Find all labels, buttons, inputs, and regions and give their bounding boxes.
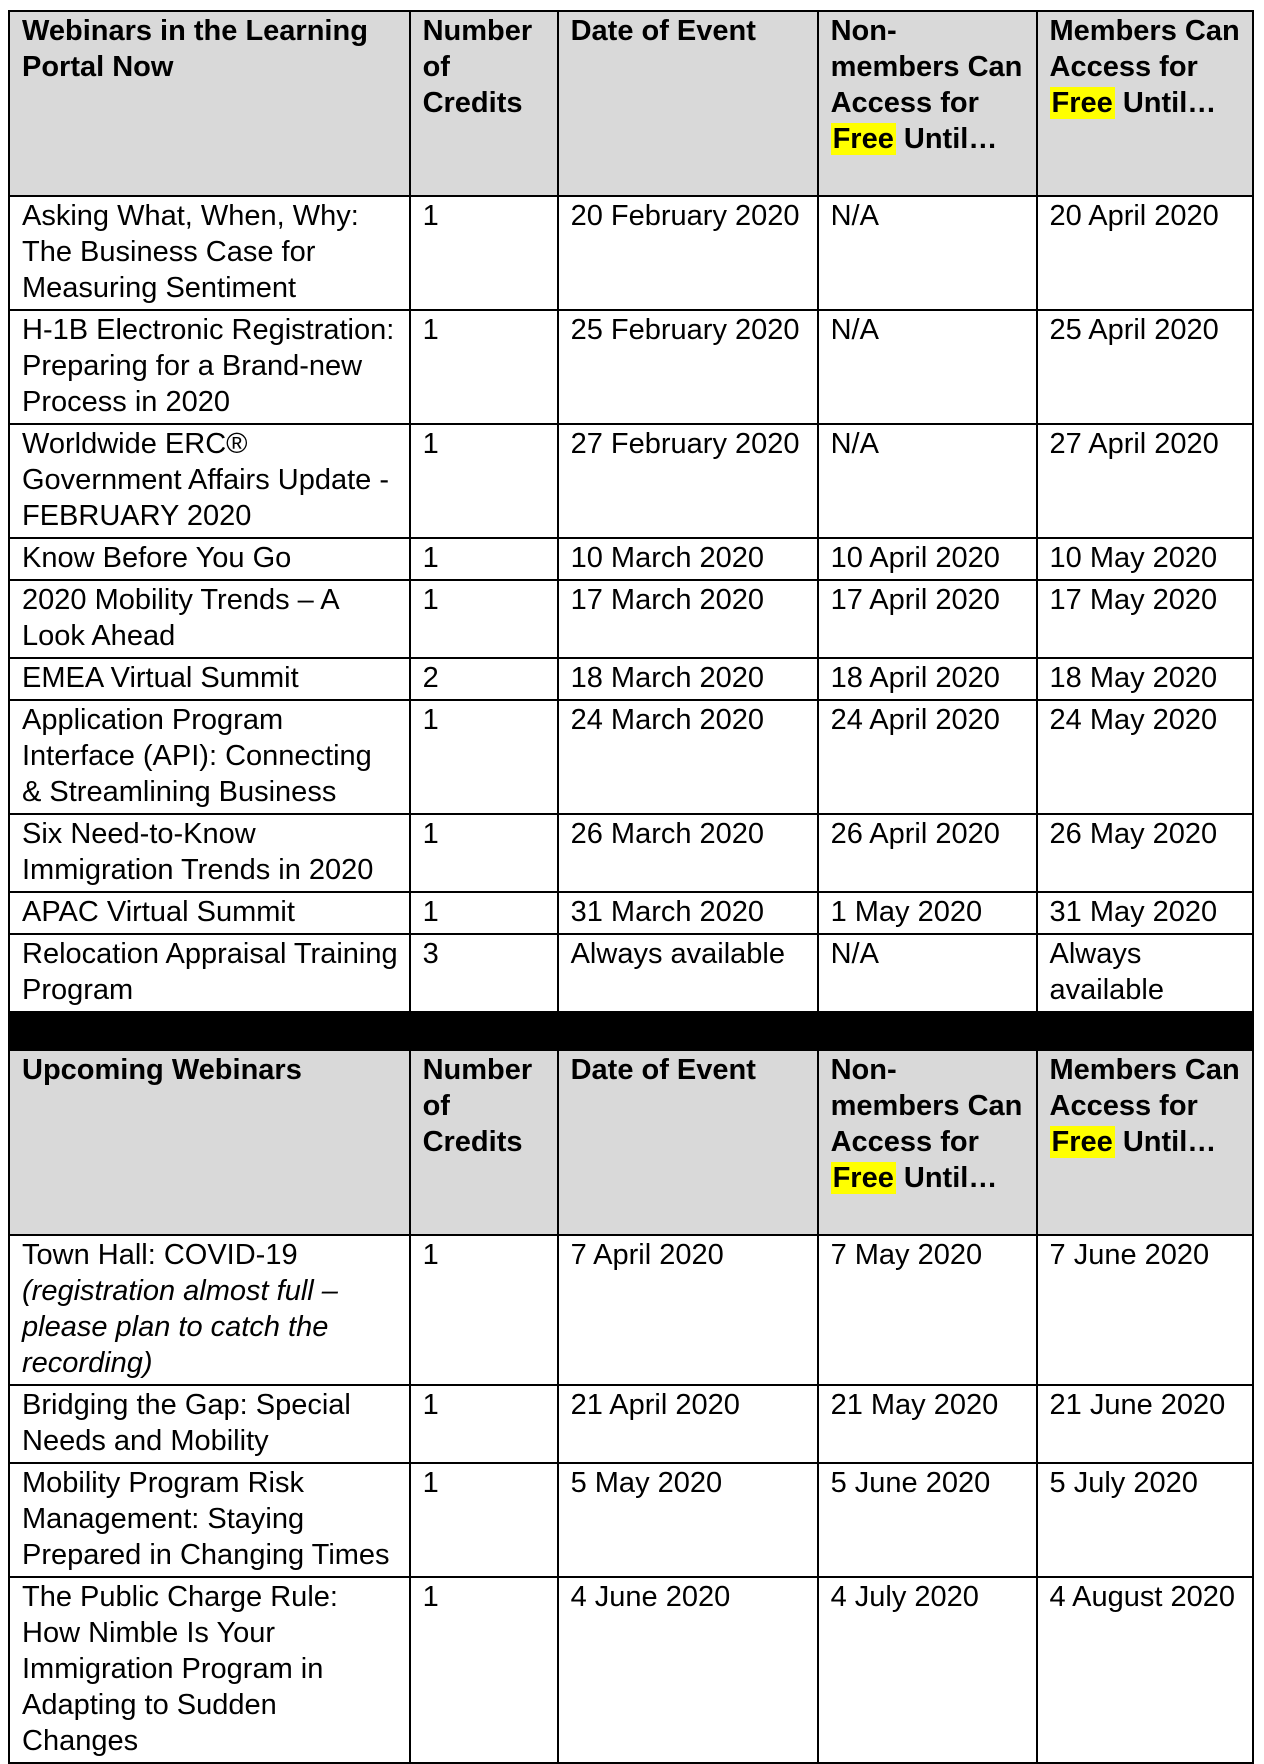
cell-text: 31 May 2020 xyxy=(1049,896,1218,928)
table-row xyxy=(9,700,1253,814)
cell-text: 4 August 2020 xyxy=(1049,1581,1235,1613)
cell-text: Town Hall: COVID-19 xyxy=(22,1239,298,1271)
cell-text: 3 xyxy=(422,938,439,970)
cell-text: 20 February 2020 xyxy=(570,200,800,232)
cell-text: Number of Credits xyxy=(422,15,533,119)
cell-text: 17 March 2020 xyxy=(570,584,765,616)
cell-text: Know Before You Go xyxy=(22,542,292,574)
nonmember-free-until-cell xyxy=(818,424,1037,538)
cell-text: 20 April 2020 xyxy=(1049,200,1219,232)
member-free-until-cell xyxy=(1037,1385,1253,1463)
table-row xyxy=(9,1235,1253,1385)
header-title xyxy=(9,11,410,196)
cell-text: APAC Virtual Summit xyxy=(22,896,295,928)
cell-text: N/A xyxy=(830,200,879,232)
nonmember-free-until-cell xyxy=(818,1385,1037,1463)
member-free-until-cell xyxy=(1037,580,1253,658)
credits-cell xyxy=(410,814,558,892)
header-row xyxy=(9,1050,1253,1235)
cell-text: 25 February 2020 xyxy=(570,314,800,346)
cell-text: 18 May 2020 xyxy=(1049,662,1218,694)
cell-text: 1 xyxy=(422,1239,439,1271)
cell-text: 5 May 2020 xyxy=(570,1467,723,1499)
nonmember-free-until-cell xyxy=(818,658,1037,700)
webinar-title-cell xyxy=(9,196,410,310)
webinars-current-table xyxy=(8,10,1254,1013)
cell-text: 21 April 2020 xyxy=(570,1389,740,1421)
header-row xyxy=(9,11,1253,196)
cell-text: Six Need-to-Know Immigration Trends in 2020 xyxy=(22,818,374,886)
nonmember-free-until-cell xyxy=(818,310,1037,424)
cell-text: Number of Credits xyxy=(422,1054,533,1158)
webinar-title-cell xyxy=(9,1577,410,1763)
event-date-cell xyxy=(558,814,818,892)
header-nonmembers-free-until xyxy=(818,1050,1037,1235)
cell-text: Until… xyxy=(895,1162,998,1194)
cell-text: 21 June 2020 xyxy=(1049,1389,1226,1421)
cell-text: 1 xyxy=(422,896,439,928)
cell-text: 10 March 2020 xyxy=(570,542,765,574)
member-free-until-cell xyxy=(1037,310,1253,424)
credits-cell xyxy=(410,1463,558,1577)
cell-text: Worldwide ERC® Government Affairs Update - FEBRUARY 2020 xyxy=(22,428,389,532)
cell-text: 7 April 2020 xyxy=(570,1239,724,1271)
webinar-title-cell xyxy=(9,580,410,658)
cell-text: 1 xyxy=(422,314,439,346)
webinar-title-cell xyxy=(9,424,410,538)
nonmember-free-until-cell xyxy=(818,700,1037,814)
credits-cell xyxy=(410,538,558,580)
cell-text: 10 May 2020 xyxy=(1049,542,1218,574)
cell-text: 4 June 2020 xyxy=(570,1581,731,1613)
webinar-title-cell xyxy=(9,892,410,934)
cell-text: 2020 Mobility Trends – A Look Ahead xyxy=(22,584,338,652)
free-highlight: Free xyxy=(832,123,894,155)
cell-text: N/A xyxy=(830,938,879,970)
free-highlight: Free xyxy=(1051,1126,1113,1158)
header-nonmembers-free-until xyxy=(818,11,1037,196)
cell-text: Until… xyxy=(1114,1126,1217,1158)
cell-text: Non-members Can Access for xyxy=(830,15,1023,119)
credits-cell xyxy=(410,934,558,1012)
header-members-free-until xyxy=(1037,11,1253,196)
cell-text: Asking What, When, Why: The Business Case for Measuring Sentiment xyxy=(22,200,359,304)
table-row xyxy=(9,1463,1253,1577)
webinar-title-cell xyxy=(9,814,410,892)
cell-text: Until… xyxy=(1114,87,1217,119)
cell-text: Members Can Access for xyxy=(1049,1054,1240,1122)
event-date-cell xyxy=(558,538,818,580)
nonmember-free-until-cell xyxy=(818,934,1037,1012)
table-row xyxy=(9,892,1253,934)
webinar-schedule-document xyxy=(8,10,1254,1764)
nonmember-free-until-cell xyxy=(818,1463,1037,1577)
cell-text: Non-members Can Access for xyxy=(830,1054,1023,1158)
cell-text: Upcoming Webinars xyxy=(22,1054,302,1086)
cell-text: Always available xyxy=(570,938,785,970)
event-date-cell xyxy=(558,1577,818,1763)
credits-cell xyxy=(410,580,558,658)
cell-text: 5 June 2020 xyxy=(830,1467,991,1499)
event-date-cell xyxy=(558,580,818,658)
cell-text: 1 xyxy=(422,584,439,616)
cell-text: Webinars in the Learning Portal Now xyxy=(22,15,368,83)
cell-text: 27 April 2020 xyxy=(1049,428,1219,460)
header-credits xyxy=(410,1050,558,1235)
credits-cell xyxy=(410,1235,558,1385)
cell-text: 1 May 2020 xyxy=(830,896,983,928)
table-row xyxy=(9,1577,1253,1763)
cell-text: 1 xyxy=(422,542,439,574)
table-row xyxy=(9,196,1253,310)
credits-cell xyxy=(410,658,558,700)
credits-cell xyxy=(410,196,558,310)
event-date-cell xyxy=(558,892,818,934)
cell-text: Always available xyxy=(1049,938,1164,1006)
cell-text: N/A xyxy=(830,428,879,460)
member-free-until-cell xyxy=(1037,1463,1253,1577)
cell-text: 5 July 2020 xyxy=(1049,1467,1198,1499)
member-free-until-cell xyxy=(1037,658,1253,700)
cell-text: Date of Event xyxy=(570,15,756,47)
webinar-title-cell xyxy=(9,700,410,814)
header-members-free-until xyxy=(1037,1050,1253,1235)
member-free-until-cell xyxy=(1037,814,1253,892)
nonmember-free-until-cell xyxy=(818,1577,1037,1763)
cell-text: 1 xyxy=(422,1389,439,1421)
cell-text: 2 xyxy=(422,662,439,694)
free-highlight: Free xyxy=(832,1162,894,1194)
table-separator-bar xyxy=(8,1013,1254,1049)
cell-text: 17 April 2020 xyxy=(830,584,1000,616)
table-row xyxy=(9,814,1253,892)
event-date-cell xyxy=(558,424,818,538)
member-free-until-cell xyxy=(1037,424,1253,538)
cell-text: 1 xyxy=(422,1581,439,1613)
event-date-cell xyxy=(558,1235,818,1385)
cell-text: 10 April 2020 xyxy=(830,542,1000,574)
cell-text: Relocation Appraisal Training Program xyxy=(22,938,398,1006)
nonmember-free-until-cell xyxy=(818,538,1037,580)
cell-text: 26 April 2020 xyxy=(830,818,1000,850)
credits-cell xyxy=(410,424,558,538)
webinar-title-cell xyxy=(9,1385,410,1463)
webinar-title-cell xyxy=(9,934,410,1012)
webinars-upcoming-table xyxy=(8,1049,1254,1764)
cell-text: 1 xyxy=(422,818,439,850)
cell-text: H-1B Electronic Registration: Preparing for a Brand-new Process in 2020 xyxy=(22,314,395,418)
webinar-title-cell xyxy=(9,1463,410,1577)
cell-text: EMEA Virtual Summit xyxy=(22,662,299,694)
event-date-cell xyxy=(558,1463,818,1577)
table-row xyxy=(9,934,1253,1012)
credits-cell xyxy=(410,1385,558,1463)
cell-text: N/A xyxy=(830,314,879,346)
cell-text: 7 May 2020 xyxy=(830,1239,983,1271)
nonmember-free-until-cell xyxy=(818,196,1037,310)
cell-text: 25 April 2020 xyxy=(1049,314,1219,346)
header-date-of-event xyxy=(558,1050,818,1235)
member-free-until-cell xyxy=(1037,934,1253,1012)
cell-text: 18 March 2020 xyxy=(570,662,765,694)
header-date-of-event xyxy=(558,11,818,196)
cell-text: 21 May 2020 xyxy=(830,1389,999,1421)
cell-text: 26 May 2020 xyxy=(1049,818,1218,850)
nonmember-free-until-cell xyxy=(818,814,1037,892)
table-row xyxy=(9,658,1253,700)
event-date-cell xyxy=(558,310,818,424)
table-row xyxy=(9,538,1253,580)
table-row xyxy=(9,1385,1253,1463)
cell-text: 1 xyxy=(422,704,439,736)
free-highlight: Free xyxy=(1051,87,1113,119)
member-free-until-cell xyxy=(1037,538,1253,580)
event-date-cell xyxy=(558,700,818,814)
event-date-cell xyxy=(558,1385,818,1463)
cell-text: 26 March 2020 xyxy=(570,818,765,850)
cell-text: Application Program Interface (API): Connecting & Streamlining Business xyxy=(22,704,372,808)
nonmember-free-until-cell xyxy=(818,580,1037,658)
event-date-cell xyxy=(558,196,818,310)
webinar-title-cell xyxy=(9,1235,410,1385)
cell-text: 1 xyxy=(422,428,439,460)
credits-cell xyxy=(410,700,558,814)
cell-text: 18 April 2020 xyxy=(830,662,1000,694)
italic-note: (registration almost full – please plan to catch the recording) xyxy=(22,1275,338,1379)
table-row xyxy=(9,424,1253,538)
cell-text: 17 May 2020 xyxy=(1049,584,1218,616)
member-free-until-cell xyxy=(1037,1577,1253,1763)
cell-text: The Public Charge Rule: How Nimble Is Your Immigration Program in Adapting to Sudden Changes xyxy=(22,1581,338,1757)
member-free-until-cell xyxy=(1037,196,1253,310)
table-row xyxy=(9,310,1253,424)
cell-text: 24 March 2020 xyxy=(570,704,765,736)
credits-cell xyxy=(410,1577,558,1763)
cell-text: 31 March 2020 xyxy=(570,896,765,928)
cell-text: Date of Event xyxy=(570,1054,756,1086)
cell-text: 1 xyxy=(422,1467,439,1499)
member-free-until-cell xyxy=(1037,1235,1253,1385)
cell-text: 27 February 2020 xyxy=(570,428,800,460)
cell-text: 24 April 2020 xyxy=(830,704,1000,736)
cell-text: 24 May 2020 xyxy=(1049,704,1218,736)
credits-cell xyxy=(410,892,558,934)
header-title xyxy=(9,1050,410,1235)
cell-text: Bridging the Gap: Special Needs and Mobility xyxy=(22,1389,351,1457)
cell-text: Mobility Program Risk Management: Staying Prepared in Changing Times xyxy=(22,1467,390,1571)
event-date-cell xyxy=(558,934,818,1012)
table-row xyxy=(9,580,1253,658)
webinar-title-cell xyxy=(9,658,410,700)
cell-text: Until… xyxy=(895,123,998,155)
header-credits xyxy=(410,11,558,196)
event-date-cell xyxy=(558,658,818,700)
cell-text: Members Can Access for xyxy=(1049,15,1240,83)
nonmember-free-until-cell xyxy=(818,1235,1037,1385)
credits-cell xyxy=(410,310,558,424)
cell-text: 7 June 2020 xyxy=(1049,1239,1210,1271)
cell-text: 1 xyxy=(422,200,439,232)
webinar-title-cell xyxy=(9,310,410,424)
member-free-until-cell xyxy=(1037,700,1253,814)
member-free-until-cell xyxy=(1037,892,1253,934)
nonmember-free-until-cell xyxy=(818,892,1037,934)
cell-text: 4 July 2020 xyxy=(830,1581,979,1613)
webinar-title-cell xyxy=(9,538,410,580)
